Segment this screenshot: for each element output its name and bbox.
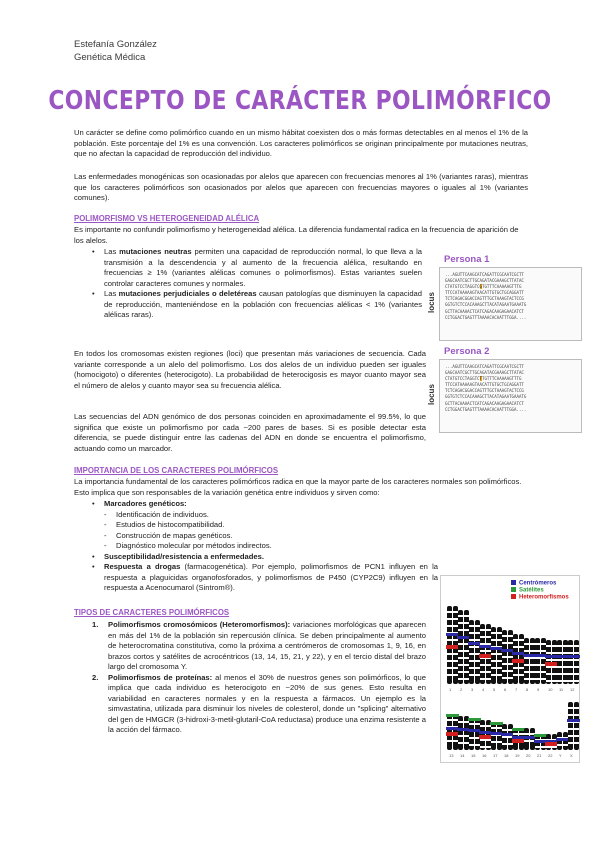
chromosome-band: [502, 635, 507, 637]
chromosome-number: 11: [559, 687, 564, 692]
chromosome-band: [447, 639, 452, 641]
chromosome-number: 20: [526, 753, 531, 758]
chromosome-band: [502, 670, 507, 672]
chromosome-band: [469, 632, 474, 634]
chromosome-band: [469, 667, 474, 669]
chromosome-number: 15: [471, 753, 476, 758]
marker-item: - Estudios de histocompatibilidad.: [92, 520, 438, 531]
chromosome-band: [491, 727, 496, 729]
chromosome: [469, 620, 474, 684]
dna-sequence-2: ...AGUTTCAAGCATCAGATTCGCAATCGCTT GAGCAATCGCTTGCAGATACGAAAGCTTATAC CTATGTCCTAGGTCTTGTTTCAAAAAGTTTG TTCCATAAAAAGTAACATTGTGCTGCAGGATT TCTCAGACGGACCAGTTTGCTAAAGTACTCCG GGTGTCTCCACAAAGCTTACATAGAATGAAATG GCTTACAAAACTCATCAGACAAGAGAACATCT CCTGGACTGAGTTTAAAACACAATTTGGA....: [439, 359, 582, 433]
uses-list: [92, 499, 438, 594]
chromosome-band: [557, 673, 562, 675]
chromosome-band: [568, 666, 573, 668]
chromosome-band: [469, 646, 474, 648]
chromosome-band: [469, 625, 474, 627]
chromosome-number: 1: [449, 687, 452, 692]
chromosome-band: [502, 729, 507, 731]
chromosome-band: [513, 733, 518, 735]
chromosome: [524, 638, 529, 684]
chromosome-band: [524, 733, 529, 735]
marker-item: - Construcción de mapas genéticos.: [92, 531, 438, 542]
chromosome-band: [557, 744, 562, 746]
section-heading-polimorfismo: POLIMORFISMO VS HETEROGENEIDAD ALÉLICA: [74, 214, 260, 223]
chromosome-band: [447, 660, 452, 662]
chromosome-band: [447, 611, 452, 613]
types-list: [90, 620, 426, 736]
chromosome-band: [546, 673, 551, 675]
chromosome-number: 14: [460, 753, 465, 758]
chromosome-number: 18: [504, 753, 509, 758]
chromosome-band: [568, 742, 573, 744]
chromosome-number: 3: [471, 687, 474, 692]
chromosome-band: [568, 728, 573, 730]
chromosome-band: [546, 659, 551, 661]
chromosome-number: 4: [482, 687, 485, 692]
loci-paragraph: En todos los cromosomas existen regiones (loci) que presentan más variaciones de secuencia. Cada variante corresponde a un alelo del polimorfismo. Los dos alelos de un individuo pueden ser iguales (homocigoto) o diferentes (heterocigoto). La probabilidad de heterocigosis es mayor cuanto mayor sea el número de alelos y cuanto mayor sea su frecuencia alélica.: [74, 349, 426, 390]
chromosome-band: [480, 629, 485, 631]
chromosome-band: [568, 680, 573, 682]
chromosome: [524, 728, 529, 750]
chromosome-band: [535, 657, 540, 659]
chromosome-band: [513, 639, 518, 641]
chromosome-band: [568, 707, 573, 709]
chromosome-band: [574, 714, 579, 716]
chromosome: [574, 640, 579, 684]
chromosome-band: [469, 737, 474, 739]
chromosome-band: [574, 742, 579, 744]
chromosome-number: 6: [504, 687, 507, 692]
chromosome-band: [557, 645, 562, 647]
section-heading-importancia: IMPORTANCIA DE LOS CARACTERES POLIMÓRFICOS: [74, 466, 279, 475]
chromosome-band: [458, 742, 463, 744]
chromosome-band: [502, 642, 507, 644]
karyotype-figure: [440, 575, 580, 763]
chromosome: [557, 640, 562, 684]
chromosome-number: 7: [515, 687, 518, 692]
chromosome-number: 2: [460, 687, 463, 692]
chromosome: [491, 627, 496, 684]
chromosome-band: [491, 667, 496, 669]
chromosome-band: [458, 650, 463, 652]
chromosome-band: [524, 657, 529, 659]
chromosome-number: X: [570, 753, 573, 758]
chromosome-band: [480, 739, 485, 741]
chromosome-band: [447, 719, 452, 721]
chromosome-band: [568, 645, 573, 647]
intro-paragraph-1: Un carácter se define como polimórfico cuando en un mismo hábitat coexisten dos o más formas detectables en al menos el 1% de la población. Este porcentaje del 1% es una convención. Los caracteres polimórficos se originan principalmente por mutaciones neutras, que no afectan la capacidad de reproducción del individuo.: [74, 128, 528, 158]
legend-satelites: Satélites: [511, 587, 544, 595]
chromosome-band: [557, 659, 562, 661]
chromosome-band: [557, 680, 562, 682]
chromosome-band: [502, 663, 507, 665]
chromosome-band: [469, 723, 474, 725]
marker-item: - Diagnóstico molecular por métodos indirectos.: [92, 541, 438, 552]
centromere-mark: [573, 719, 580, 722]
chromosome-band: [546, 645, 551, 647]
chromosome-band: [568, 735, 573, 737]
chromosome-band: [480, 664, 485, 666]
chromosome-band: [574, 645, 579, 647]
chromosome-band: [557, 652, 562, 654]
chromosome-band: [535, 678, 540, 680]
chromosome-band: [447, 740, 452, 742]
chromosome: [574, 702, 579, 750]
legend-swatch-green: [511, 587, 516, 592]
dna-sequence-1: ...AGUTTCAAGCATCAGATTCGCAATCGCTT GAGCAATCGCTTGCAGATACGAAAGCTTATAC CTATGTCCTAGGTCGTGTTTCAAAAAGTTTG TTCCATAAAAAGTAACATTGTGCTGCAGGATT TCTCAGACGGACCAGTTTGCTAAAGTACTCCG GGTGTCTCCACAAAGCTTACATAGAATGAAATG GCTTACAAAACTCATCAGACAAGAGAACATCT CCTGGACTGAGTTTAAAACACAATTTGGA....: [439, 267, 582, 341]
chromosome-band: [447, 674, 452, 676]
legend-heteromorfismos: Heteromorfismos: [511, 594, 569, 602]
chromosome: [535, 638, 540, 684]
chromosome-band: [574, 707, 579, 709]
chromosome-number: 13: [449, 753, 454, 758]
chromosome-band: [524, 678, 529, 680]
chromosome-number: 9: [537, 687, 540, 692]
chromosome: [502, 724, 507, 750]
chromosome-number: Y: [559, 753, 562, 758]
list-item-susceptibility: • Susceptibilidad/resistencia a enfermedades.: [92, 552, 438, 563]
chromosome-band: [568, 714, 573, 716]
chromosome-band: [502, 677, 507, 679]
chromosome-band: [513, 674, 518, 676]
chromosome-band: [464, 615, 469, 617]
section1-intro: Es importante no confundir polimorfismo y heterogeneidad alélica. La diferencia fundamental radica en la frecuencia de aparición de los alelos.: [74, 225, 519, 245]
snp-highlight-1: G: [479, 284, 482, 290]
chromosome-number: 8: [526, 687, 529, 692]
list-item-protein: 2. Polimorfismos de proteínas: al menos el 30% de nuestros genes son polimórficos, lo que implica que cada individuo es heterocigoto en ~20% de sus genes. Esto resulta en variabilidad en caracteres normales y en la respuesta a fármacos. Un ejemplo es la simvastatina, utilizada para disminuir los niveles de colesterol, donde un "splicing" alternativo del gen de HMGCR (3-hidroxi-3-metil-glutaril-CoA reductasa) produce una enzima resistente a la acción del fármaco.: [92, 672, 426, 734]
chromosome-band: [546, 680, 551, 682]
chromosome-band: [568, 673, 573, 675]
chromosome-number: 22: [548, 753, 553, 758]
locus-label-1: locus: [427, 292, 436, 313]
chromosome-band: [574, 735, 579, 737]
intro-paragraph-2: Las enfermedades monogénicas son ocasionadas por alelos que aparecen con frecuencias menores al 1% (variantes raras), mientras que los caracteres polimórficos son ocasionados por alelos que aparecen con frecuencias mayores o iguales al 1% (variantes comunes).: [74, 172, 528, 202]
chromosome-band: [458, 643, 463, 645]
page-title: CONCEPTO DE CARÁCTER POLIMÓRFICO: [48, 86, 552, 116]
chromosome-band: [480, 650, 485, 652]
chromosome-band: [535, 671, 540, 673]
chromosome-band: [458, 678, 463, 680]
author-name: Estefanía González: [74, 39, 157, 50]
chromosome-number: 21: [537, 753, 542, 758]
chromosome-band: [574, 673, 579, 675]
adn-paragraph: Las secuencias del ADN genómico de dos personas coinciden en aproximadamente el 99.5%, lo que significa que existe un polimorfismo por cada ~200 pares de bases. Si es posible detectar esta diferencia, se puede distinguir entre las cadenas del ADN en donde se encuentra el polimorfismo, actuando como un marcador.: [74, 412, 426, 453]
chromosome: [568, 640, 573, 684]
chromosome-band: [469, 744, 474, 746]
chromosome-band: [513, 667, 518, 669]
chromosome-band: [502, 743, 507, 745]
author-block: [74, 38, 157, 64]
chromosome-band: [491, 674, 496, 676]
chromosome-band: [458, 721, 463, 723]
persona-1-label: Persona 1: [444, 254, 490, 265]
chromosome-band: [480, 671, 485, 673]
legend-centromeros: Centrómeros: [511, 580, 556, 588]
chromosome-band: [458, 735, 463, 737]
author-course: Genética Médica: [74, 52, 146, 63]
section-heading-tipos: TIPOS DE CARACTERES POLIMÓRFICOS: [74, 608, 230, 617]
chromosome-band: [480, 678, 485, 680]
chromosome-band: [502, 656, 507, 658]
chromosome-band: [458, 657, 463, 659]
chromosome-number: 16: [482, 753, 487, 758]
chromosome: [557, 732, 562, 750]
chromosome-band: [458, 622, 463, 624]
chromosome: [491, 722, 496, 750]
chromosome-number: 10: [548, 687, 553, 692]
chromosome-band: [535, 746, 540, 748]
marker-item: - Identificación de individuos.: [92, 510, 438, 521]
chromosome-band: [458, 615, 463, 617]
list-item-markers: • Marcadores genéticos:: [92, 499, 438, 510]
section2-intro: La importancia fundamental de los caracteres polimórficos radica en que la mayor parte de los caracteres normales son polimórficos. Esto implica que son responsables de la variación genética entre individuos y sirven como:: [74, 477, 522, 497]
list-item-deleterious: • Las mutaciones perjudiciales o deletéreas causan patologías que disminuyen la capacidad de reproducción, manteniéndose en la población con frecuencias alélicas < 1% (variantes alélicas raras).: [92, 289, 422, 321]
chromosome: [502, 630, 507, 684]
chromosome-band: [574, 728, 579, 730]
chromosome-number: 12: [570, 687, 575, 692]
chromosome-band: [524, 664, 529, 666]
chromosome-band: [447, 618, 452, 620]
chromosome-band: [546, 666, 551, 668]
chromosome-band: [458, 664, 463, 666]
chromosome-band: [447, 625, 452, 627]
legend-swatch-blue: [511, 580, 516, 585]
chromosome-band: [447, 653, 452, 655]
list-item-neutral: • Las mutaciones neutras permiten una capacidad de reproducción normal, lo que lleva a la transmisión a la descendencia y al aumento de la frecuencia alélica, resultando en frecuencias ≥ 1% (variantes alélicas comunes o polimorfismos). Estas variantes suelen controlar caracteres comunes y normales.: [92, 247, 422, 289]
chromosome-band: [546, 746, 551, 748]
chromosome-band: [469, 653, 474, 655]
chromosome-band: [491, 632, 496, 634]
chromosome-band: [491, 653, 496, 655]
list-item-drugs: • Respuesta a drogas (farmacogenética). Por ejemplo, polimorfismos de PCN1 influyen en la respuesta a plaguicidas organofosforados, y polimorfismos de P450 (CYP2C9) influyen en la respuesta a Acenocumarol (Sintrom®).: [92, 562, 438, 594]
chromosome-band: [491, 660, 496, 662]
chromosome-band: [458, 671, 463, 673]
chromosome-band: [524, 671, 529, 673]
chromosome: [568, 702, 573, 750]
centromere-mark: [573, 655, 580, 658]
chromosome-band: [574, 659, 579, 661]
chromosome-band: [524, 643, 529, 645]
chromosome-band: [574, 680, 579, 682]
chromosome-band: [557, 666, 562, 668]
snp-highlight-2: T: [479, 376, 482, 382]
chromosome-band: [469, 639, 474, 641]
chromosome-band: [524, 650, 529, 652]
chromosome-number: 17: [493, 753, 498, 758]
chromosome-number: 19: [515, 753, 520, 758]
chromosome: [458, 716, 463, 750]
chromosome-band: [458, 629, 463, 631]
chromosome-band: [491, 639, 496, 641]
chromosome-band: [535, 643, 540, 645]
chromosome-band: [447, 667, 452, 669]
chromosome-band: [568, 652, 573, 654]
chromosome: [458, 610, 463, 684]
chromosome-number: 5: [493, 687, 496, 692]
chromosome: [469, 718, 474, 750]
locus-label-2: locus: [427, 384, 436, 405]
chromosome-band: [535, 650, 540, 652]
list-item-chromosomal: 1. Polimorfismos cromosómicos (Heteromorfismos): variaciones morfológicas que aparecen en más del 1% de la población sin repercusión clínica. Se deben principalmente al aumento de heterocromatina constitutiva, como la próxima a centrómeros de cromosomas 1, 9, 16, en brazos cortos y satélites de acrocéntricos (13, 14, 15, 21, y 22), y en el tercio distal del brazo largo del cromosoma Y.: [92, 620, 426, 671]
persona-2-label: Persona 2: [444, 346, 490, 357]
chromosome-band: [502, 736, 507, 738]
mutation-list: [92, 247, 422, 321]
chromosome-band: [469, 660, 474, 662]
chromosome-band: [480, 636, 485, 638]
chromosome-band: [480, 746, 485, 748]
chromosome-band: [524, 740, 529, 742]
chromosome-band: [574, 666, 579, 668]
chromosome-band: [513, 646, 518, 648]
chromosome-band: [574, 652, 579, 654]
chromosome-band: [480, 725, 485, 727]
chromosome-band: [535, 664, 540, 666]
chromosome-band: [568, 659, 573, 661]
legend-swatch-red: [511, 594, 516, 599]
chromosome-band: [469, 674, 474, 676]
chromosome-band: [491, 741, 496, 743]
chromosome-band: [546, 652, 551, 654]
